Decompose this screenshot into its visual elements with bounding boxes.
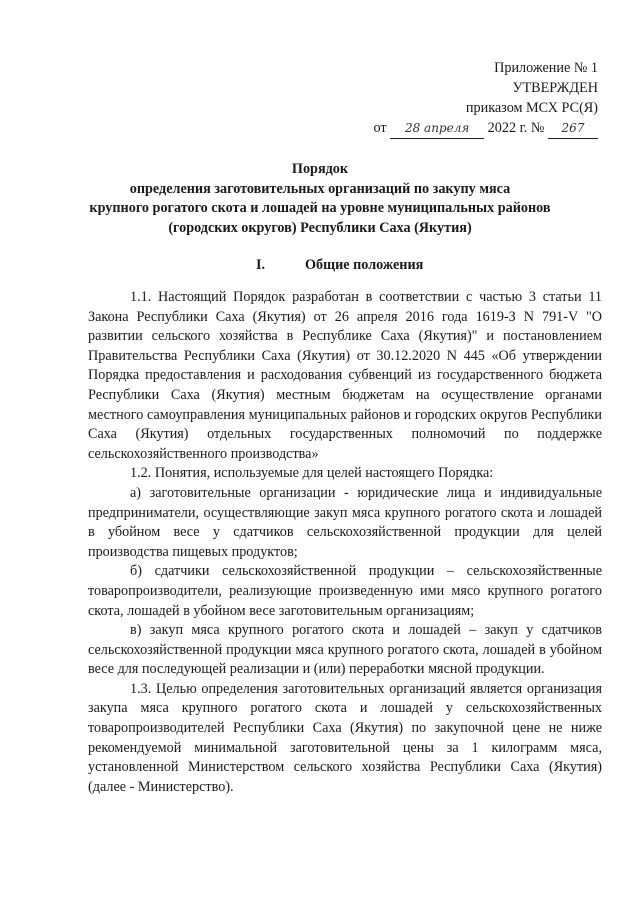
approval-stamp-block [373,58,598,139]
paragraph-1-3: 1.3. Целью определения заготовительных организаций является организация закупа мяса крупного рогатого скота и лошадей у сельскохозяйственных товаропроизводителей Республики Саха (Якутия) по закупочной цене не ниже рекомендуемой минимальной заготовительной цены за 1 килограмм мяса, установленной Министерством сельского хозяйства Республики Саха (Якутия) (далее - Министерство). [88,680,602,795]
document-body [88,288,602,797]
paragraph-1-2-b: б) сдатчики сельскохозяйственной продукции – сельскохозяйственные товаропроизводители, реализующие произведенную ими мясо крупного рогатого скота, лошадей в убойном весе заготовительным организациям; [88,563,602,619]
section-title: Общие положения [305,257,424,273]
paragraph-1-2: 1.2. Понятия, используемые для целей настоящего Порядка: [130,465,494,482]
year-number-label: 2022 г. № [487,120,545,136]
document-title [80,160,560,238]
order-date-line [373,118,598,139]
paragraph-1-1: 1.1. Настоящий Порядок разработан в соответствии с частью 3 статьи 11 Закона Республики Саха (Якутия) от 26 апреля 2016 года 1619-З N 791-V "О развитии сельского хозяйства в Республике Саха (Якутия)" и постановлением Правительства Республики Саха (Якутия) от 30.12.2020 N 445 «Об утверждении Порядка предоставления и расходования субвенций из государственного бюджета Республики Саха (Якутия) местным бюджетам на осуществление органами местного самоуправления муниципальных районов и городских округов Республики Саха (Якутия) отдельных государственных полномочий по поддержке сельскохозяйственного производства» [88,289,602,462]
title-line-3: крупного рогатого скота и лошадей на уровне муниципальных районов [89,200,551,216]
section-number: I. [256,257,266,273]
approved-label: УТВЕРЖДЕН [512,80,598,96]
handwritten-date: 28 апреля [390,118,484,139]
title-line-4: (городских округов) Республики Саха (Якутия) [168,219,472,236]
paragraph-1-2-a: а) заготовительные организации - юридические лица и индивидуальные предприниматели, осуществляющие закуп мяса крупного рогатого скота и лошадей в убойном весе у сдатчиков сельскохозяйственной продукции для целей производства пищевых продуктов; [88,484,602,560]
handwritten-order-number: 267 [548,118,598,139]
date-prefix: от [373,120,387,136]
paragraph-1-2-c: в) закуп мяса крупного рогатого скота и лошадей – закуп у сдатчиков сельскохозяйственной продукции мяса крупного рогатого скота, лошадей в убойном весе для последующей реализации и (или) переработки мясной продукции. [88,622,602,678]
order-label: приказом МСХ РС(Я) [465,100,598,116]
title-line-1: Порядок [291,161,349,177]
title-line-2: определения заготовительных организаций по закупу мяса [129,180,511,197]
appendix-label: Приложение № 1 [494,60,598,76]
